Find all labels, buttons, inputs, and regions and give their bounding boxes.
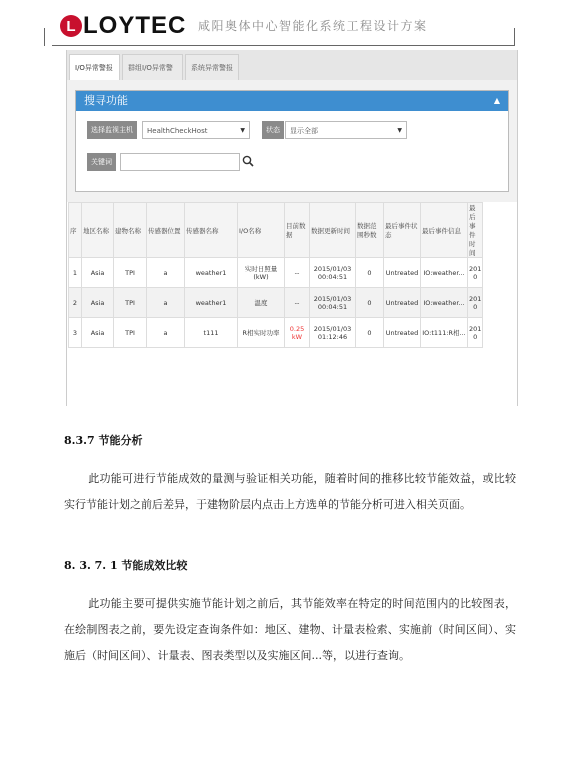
- cell-info: IO:t111:R相...: [421, 318, 468, 348]
- cell-last-time-value: 0: [473, 272, 478, 281]
- col-header-building[interactable]: 建物名称: [114, 203, 147, 258]
- col-header-location[interactable]: 传感器位置: [147, 203, 185, 258]
- cell-last-time: [468, 318, 483, 348]
- cell-last-date: 201: [469, 294, 482, 303]
- cell-location: a: [147, 318, 185, 348]
- table-header-row: [69, 203, 483, 258]
- search-panel-title: 搜寻功能: [84, 94, 128, 107]
- col-header-last-time[interactable]: 最后事件时间: [468, 203, 483, 258]
- section-paragraph-text: 此功能可进行节能成效的量测与验证相关功能，随着时间的推移比较节能效益，或比较实行节能计划之前后差异，于建物阶层内点击上方选单的节能分析可进入相关页面。: [64, 472, 516, 511]
- keyword-label: 关键词: [87, 153, 116, 171]
- crop-mark-left: [44, 28, 45, 46]
- tab-io-alarm[interactable]: I/O异常警报: [69, 54, 120, 80]
- search-panel: [75, 90, 509, 192]
- cell-region: Asia: [82, 258, 114, 288]
- cell-range: 0: [356, 318, 384, 348]
- chevron-up-icon[interactable]: ▲: [493, 96, 500, 105]
- cell-status: Untreated: [384, 318, 421, 348]
- tab-bar: [67, 50, 517, 80]
- col-header-update-time[interactable]: 数据更新时间: [310, 203, 356, 258]
- subsection-paragraph: [64, 591, 516, 669]
- host-select-value: HealthCheckHost: [147, 127, 208, 135]
- cell-value: --: [285, 288, 310, 318]
- cell-building: TPI: [114, 288, 147, 318]
- cell-sensor: weather1: [185, 288, 238, 318]
- table-row[interactable]: [69, 258, 483, 288]
- alarm-table-area: [67, 202, 517, 406]
- cell-location: a: [147, 288, 185, 318]
- cell-value: 0.25 kW: [285, 318, 310, 348]
- tab-group-io-alarm[interactable]: 群组I/O异常警: [122, 54, 183, 80]
- cell-update-time: [310, 318, 356, 348]
- cell-sensor: t111: [185, 318, 238, 348]
- cell-info: IO:weather...: [421, 258, 468, 288]
- cell-io: R相实时功率: [238, 318, 285, 348]
- host-label: 选择监视主机: [87, 121, 137, 139]
- col-header-sensor[interactable]: 传感器名称: [185, 203, 238, 258]
- search-panel-header: [76, 91, 508, 111]
- col-header-region[interactable]: 地区名称: [82, 203, 114, 258]
- col-header-info[interactable]: 最后事件信息: [421, 203, 468, 258]
- alarm-table: [68, 202, 483, 348]
- cell-last-time-value: 0: [473, 332, 478, 341]
- cell-range: 0: [356, 258, 384, 288]
- cell-date: 2015/01/03: [313, 294, 352, 303]
- cell-last-date: 201: [469, 264, 482, 273]
- keyword-input[interactable]: [120, 153, 240, 171]
- cell-last-time: [468, 288, 483, 318]
- col-header-no[interactable]: 序: [69, 203, 82, 258]
- cell-info: IO:weather...: [421, 288, 468, 318]
- cell-no: 3: [69, 318, 82, 348]
- col-header-status[interactable]: 最后事件状态: [384, 203, 421, 258]
- cell-io: 温度: [238, 288, 285, 318]
- cell-building: TPI: [114, 318, 147, 348]
- col-header-io[interactable]: I/O名称: [238, 203, 285, 258]
- col-header-range[interactable]: 数据范围秒数: [356, 203, 384, 258]
- search-icon[interactable]: [242, 155, 254, 167]
- logo-text: LOYTEC: [83, 12, 187, 39]
- cell-time: 01:12:46: [317, 332, 348, 341]
- cell-update-time: [310, 258, 356, 288]
- cell-no: 2: [69, 288, 82, 318]
- tab-system-alarm[interactable]: 系统异常警报: [185, 54, 239, 80]
- cell-time: 00:04:51: [317, 272, 348, 281]
- cell-region: Asia: [82, 318, 114, 348]
- cell-update-time: [310, 288, 356, 318]
- cell-sensor: weather1: [185, 258, 238, 288]
- cell-io: 实时日照量(kW): [238, 258, 285, 288]
- cell-region: Asia: [82, 288, 114, 318]
- alarm-screenshot: [66, 50, 518, 406]
- cell-last-time: [468, 258, 483, 288]
- crop-mark-right: [514, 28, 515, 46]
- cell-value: --: [285, 258, 310, 288]
- section-paragraph: [64, 466, 516, 518]
- cell-date: 2015/01/03: [313, 264, 352, 273]
- cell-date: 2015/01/03: [313, 324, 352, 333]
- subsection-heading: 8. 3. 7. 1 节能成效比较: [64, 559, 188, 572]
- subsection-paragraph-text: 此功能主要可提供实施节能计划之前后，其节能效率在特定的时间范围内的比较图表，在绘制图表之前，要先设定查询条件如：地区、建物、计量表检索、实施前（时间区间）、实施后（时间区间）、计量表、图表类型以及实施区间...等，以进行查询。: [64, 597, 516, 662]
- caret-down-icon: ▼: [240, 127, 245, 134]
- cell-time: 00:04:51: [317, 302, 348, 311]
- cell-last-time-value: 0: [473, 302, 478, 311]
- header-rule: [52, 45, 514, 46]
- status-select[interactable]: [285, 121, 407, 139]
- caret-down-icon: ▼: [397, 127, 402, 134]
- table-row[interactable]: [69, 288, 483, 318]
- cell-building: TPI: [114, 258, 147, 288]
- section-heading: 8.3.7 节能分析: [64, 434, 143, 447]
- cell-no: 1: [69, 258, 82, 288]
- col-header-value[interactable]: 目前数据: [285, 203, 310, 258]
- cell-range: 0: [356, 288, 384, 318]
- cell-status: Untreated: [384, 288, 421, 318]
- cell-last-date: 201: [469, 324, 482, 333]
- document-title: 咸阳奥体中心智能化系统工程设计方案: [198, 19, 428, 33]
- cell-status: Untreated: [384, 258, 421, 288]
- table-row[interactable]: [69, 318, 483, 348]
- loytec-logo: [60, 13, 186, 39]
- status-select-value: 显示全部: [290, 127, 318, 135]
- host-select[interactable]: [142, 121, 250, 139]
- cell-location: a: [147, 258, 185, 288]
- logo-mark: L: [60, 15, 82, 37]
- status-label: 状态: [262, 121, 284, 139]
